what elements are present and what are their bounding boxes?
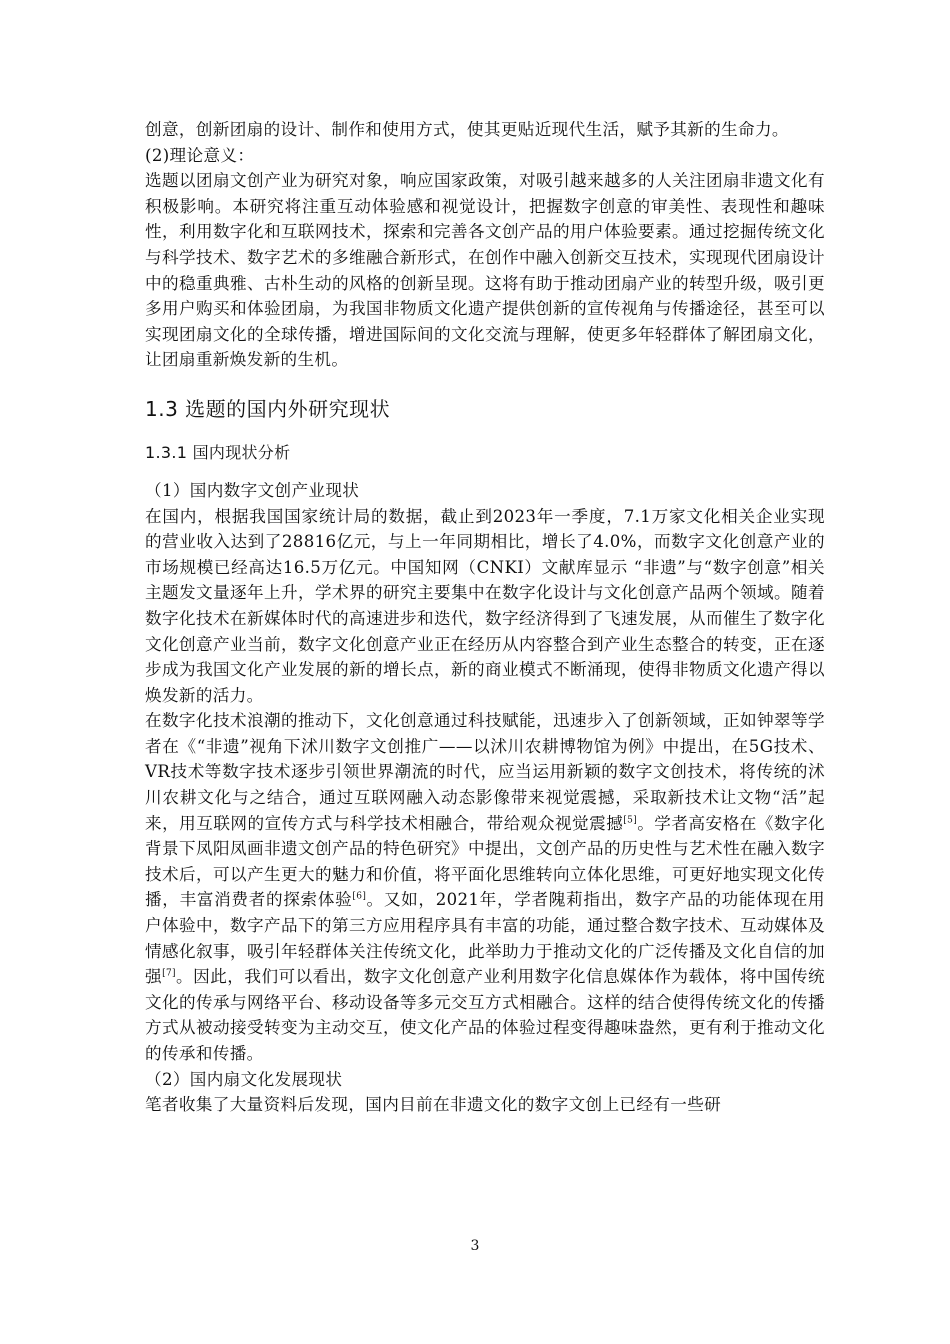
paragraph-fan-culture: 笔者收集了大量资料后发现，国内目前在非遗文化的数字文创上已经有一些研 <box>145 1095 722 1115</box>
page-number: 3 <box>470 1238 480 1254</box>
citation-ref: [5] <box>623 815 638 826</box>
text-segment: 。又如，2021年，学者隗莉指出，数字产品的功能体现在用户体验中，数字产品下的第三方应用程序具有丰富的功能，通过整合数字技术、互动媒体及情感化叙事，吸引年轻群体关注传统文化，此举助力于推动文化的广泛传播及文化自信的加强 <box>145 890 825 987</box>
paragraph-theory-significance: 选题以团扇文创产业为研究对象，响应国家政策，对吸引越来越多的人关注团扇非遗文化有积极影响。本研究将注重互动体验感和视觉设计，把握数字创意的审美性、表现性和趣味性，利用数字化和互联网技术，探索和完善各文创产品的用户体验要素。通过挖掘传统文化与科学技术、数字艺术的多维融合新形式，在创作中融入创新交互技术，实现现代团扇设计中的稳重典雅、古朴生动的风格的创新呈现。这将有助于推动团扇产业的转型升级，吸引更多用户购买和体验团扇，为我国非物质文化遗产提供创新的宣传视角与传播途径，甚至可以实现团扇文化的全球传播，增进国际间的文化交流与理解，使更多年轻群体了解团扇文化，让团扇重新焕发新的生机。 <box>145 171 825 370</box>
paragraph-practical-significance-end: 创意，创新团扇的设计、制作和使用方式，使其更贴近现代生活，赋予其新的生命力。 <box>145 120 789 139</box>
text-segment: 在数字化技术浪潮的推动下，文化创意通过科技赋能，迅速步入了创新领域，正如钟翠等学者在《“非遗”视角下沭川数字文创推广——以沭川农耕博物馆为例》中提出，在5G技术、VR技术等数字技术逐步引领世界潮流的时代，应当运用新颖的数字文创技术，将传统的沭川农耕文化与之结合，通过互联网融入动态影像带来视觉震撼，采取新技术让文物“活”起来，用互联网的宣传方式与科学技术相融合，带给观众视觉震撼 <box>145 711 825 833</box>
subsection-label-fan-culture: （2）国内扇文化发展现状 <box>145 1069 343 1089</box>
section-heading-1-3-1: 1.3.1 国内现状分析 <box>145 442 291 462</box>
text-segment: 。学者高安格在《数字化背景下凤阳凤画非遗文创产品的特色研究》中提出，文创产品的历史性与艺术性在融入数字技术后，可以产生更大的魅力和价值，将平面化思维转向立体化思维，可更好地实现文化传播，丰富消费者的探索体验 <box>145 813 825 910</box>
text-segment: 。因此，我们可以看出，数字文化创意产业利用数字化信息媒体作为载体，将中国传统文化的传承与网络平台、移动设备等多元交互方式相融合。这样的结合使得传统文化的传播方式从被动接受转变为主动交互，使文化产品的体验过程变得趣味盎然，更有利于推动文化的传承和传播。 <box>145 967 825 1063</box>
paragraph-digital-tech-wave <box>145 708 825 1066</box>
paragraph-digital-industry: 在国内，根据我国国家统计局的数据，截止到2023年一季度，7.1万家文化相关企业实现的营业收入达到了28816亿元，与上一年同期相比，增长了4.0%，而数字文化创意产业的市场规模已经高达16.5万亿元。中国知网（CNKI）文献库显示 “非遗”与“数字创意”相关主题发文量逐年上升，学术界的研究主要集中在数字化设计与文化创意产品两个领域。随着数字化技术在新媒体时代的高速进步和迭代，数字经济得到了飞速发展，从而催生了数字化文化创意产业当前，数字文化创意产业正在经历从内容整合到产业生态整合的转变，正在逐步成为我国文化产业发展的新的增长点，新的商业模式不断涌现，使得非物质文化遗产得以焕发新的活力。 <box>145 506 825 705</box>
theory-significance-label: (2)理论意义： <box>145 145 255 165</box>
subsection-label-digital-industry: （1）国内数字文创产业现状 <box>145 480 360 500</box>
citation-ref: [7] <box>162 968 176 979</box>
section-heading-1-3: 1.3 选题的国内外研究现状 <box>145 396 391 421</box>
citation-ref: [6] <box>352 891 367 902</box>
page-content <box>145 117 825 1118</box>
